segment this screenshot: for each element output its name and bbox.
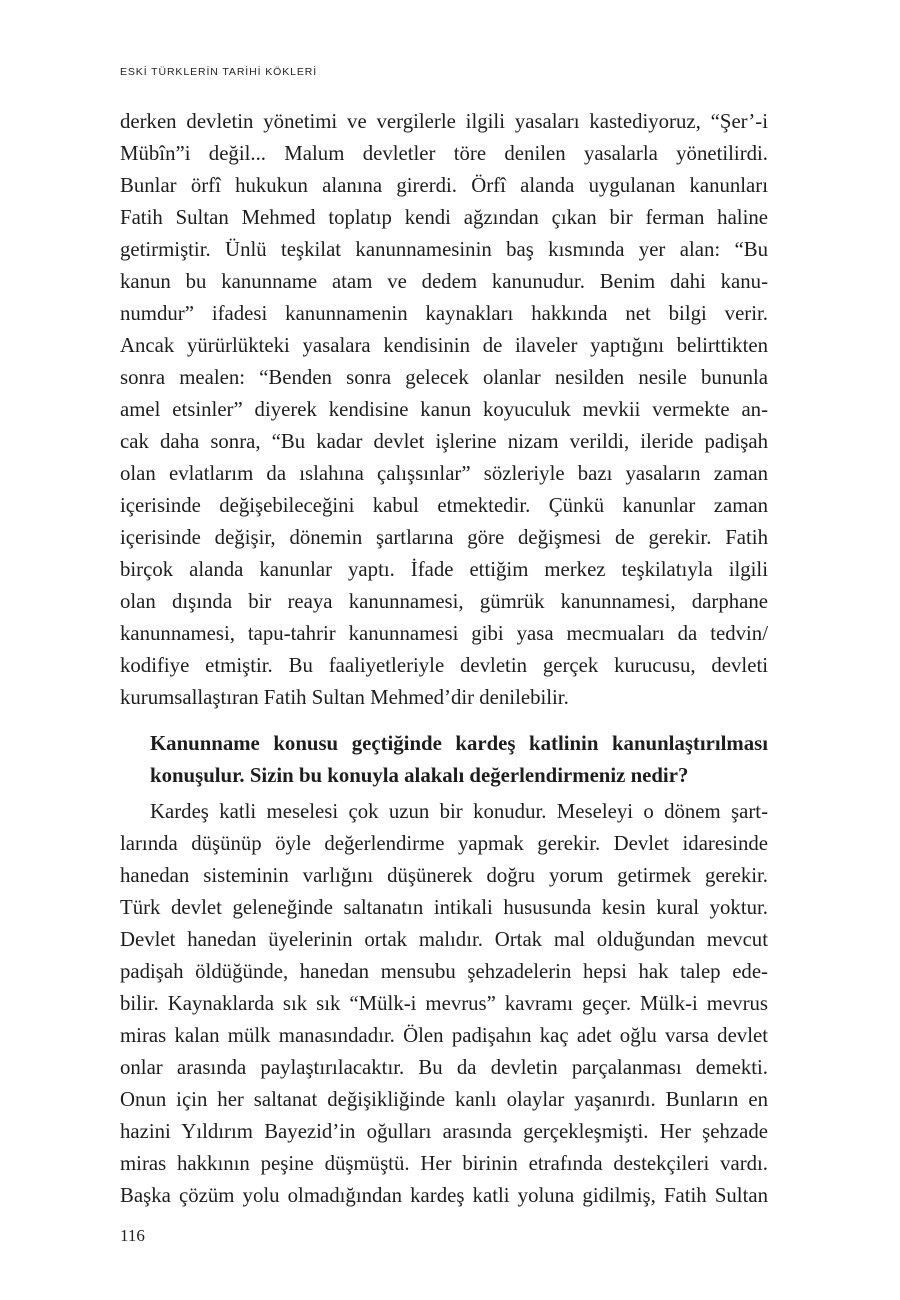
text-line: sonra mealen: “Benden sonra gelecek olanlar nesilden nesile bununla (120, 366, 768, 389)
question-line: Kanunname konusu geçtiğinde kardeş katlinin kanunlaştırılması (150, 732, 768, 755)
text-line: onlar arasında paylaştırılacaktır. Bu da devletin parçalanması demekti. (120, 1056, 768, 1079)
text-line: cak daha sonra, “Bu kadar devlet işlerine nizam verildi, ileride padişah (120, 430, 768, 453)
text-line: Kardeş katli meselesi çok uzun bir konudur. Meseleyi o dönem şart- (150, 800, 768, 823)
text-line: hazini Yıldırım Bayezid’in oğulları arasında gerçekleşmişti. Her şehzade (120, 1120, 768, 1143)
page-number: 116 (120, 1226, 145, 1245)
text-line: içerisinde değişebileceğini kabul etmektedir. Çünkü kanunlar zaman (120, 494, 768, 517)
text-line: padişah öldüğünde, hanedan mensubu şehzadelerin hepsi hak talep ede- (120, 960, 768, 983)
text-line: birçok alanda kanunlar yaptı. İfade ettiğim merkez teşkilatıyla ilgili (120, 558, 768, 581)
text-line: Fatih Sultan Mehmed toplatıp kendi ağzından çıkan bir ferman haline (120, 206, 768, 229)
text-line: amel etsinler” diyerek kendisine kanun koyuculuk mevkii vermekte an- (120, 398, 768, 421)
text-line: Bunlar örfî hukukun alanına girerdi. Örfî alanda uygulanan kanunları (120, 174, 768, 197)
text-line: hanedan sisteminin varlığını düşünerek doğru yorum getirmek gerekir. (120, 864, 768, 887)
question-line: konuşulur. Sizin bu konuyla alakalı değerlendirmeniz nedir? (150, 764, 689, 787)
running-header: ESKİ TÜRKLERİN TARİHİ KÖKLERİ (120, 66, 318, 78)
text-line: kodifiye etmiştir. Bu faaliyetleriyle devletin gerçek kurucusu, devleti (120, 654, 768, 677)
text-line: olan evlatlarım da ıslahına çalışsınlar” sözleriyle bazı yasaların zaman (120, 462, 768, 485)
text-line: getirmiştir. Ünlü teşkilat kanunnamesinin baş kısmında yer alan: “Bu (120, 238, 768, 261)
text-line: Başka çözüm yolu olmadığından kardeş katli yoluna gidilmiş, Fatih Sultan (120, 1184, 768, 1207)
text-line: Onun için her saltanat değişikliğinde kanlı olaylar yaşanırdı. Bunların en (120, 1088, 768, 1111)
text-line: bilir. Kaynaklarda sık sık “Mülk-i mevrus” kavramı geçer. Mülk-i mevrus (120, 992, 768, 1015)
text-line: derken devletin yönetimi ve vergilerle ilgili yasaları kastediyoruz, “Şer’-i (120, 110, 768, 133)
text-line: Ancak yürürlükteki yasalara kendisinin de ilaveler yaptığını belirttikten (120, 334, 768, 357)
text-line: numdur” ifadesi kanunnamenin kaynakları hakkında net bilgi verir. (120, 302, 768, 325)
text-line: olan dışında bir reaya kanunnamesi, gümrük kanunnamesi, darphane (120, 590, 768, 613)
text-line: miras hakkının peşine düşmüştü. Her birinin etrafında destekçileri vardı. (120, 1152, 768, 1175)
text-line: Devlet hanedan üyelerinin ortak malıdır. Ortak mal olduğundan mevcut (120, 928, 768, 951)
text-line: larında düşünüp öyle değerlendirme yapmak gerekir. Devlet idaresinde (120, 832, 768, 855)
text-line: kanun bu kanunname atam ve dedem kanunudur. Benim dahi kanu- (120, 270, 768, 293)
text-line: Mübîn”i değil... Malum devletler töre denilen yasalarla yönetilirdi. (120, 142, 768, 165)
text-line: miras kalan mülk manasındadır. Ölen padişahın kaç adet oğlu varsa devlet (120, 1024, 768, 1047)
text-line: Türk devlet geleneğinde saltanatın intikali hususunda kesin kural yoktur. (120, 896, 768, 919)
text-line: kurumsallaştıran Fatih Sultan Mehmed’dir denilebilir. (120, 686, 569, 709)
text-line: içerisinde değişir, dönemin şartlarına göre değişmesi de gerekir. Fatih (120, 526, 768, 549)
text-line: kanunnamesi, tapu-tahrir kanunnamesi gibi yasa mecmuaları da tedvin/ (120, 622, 768, 645)
